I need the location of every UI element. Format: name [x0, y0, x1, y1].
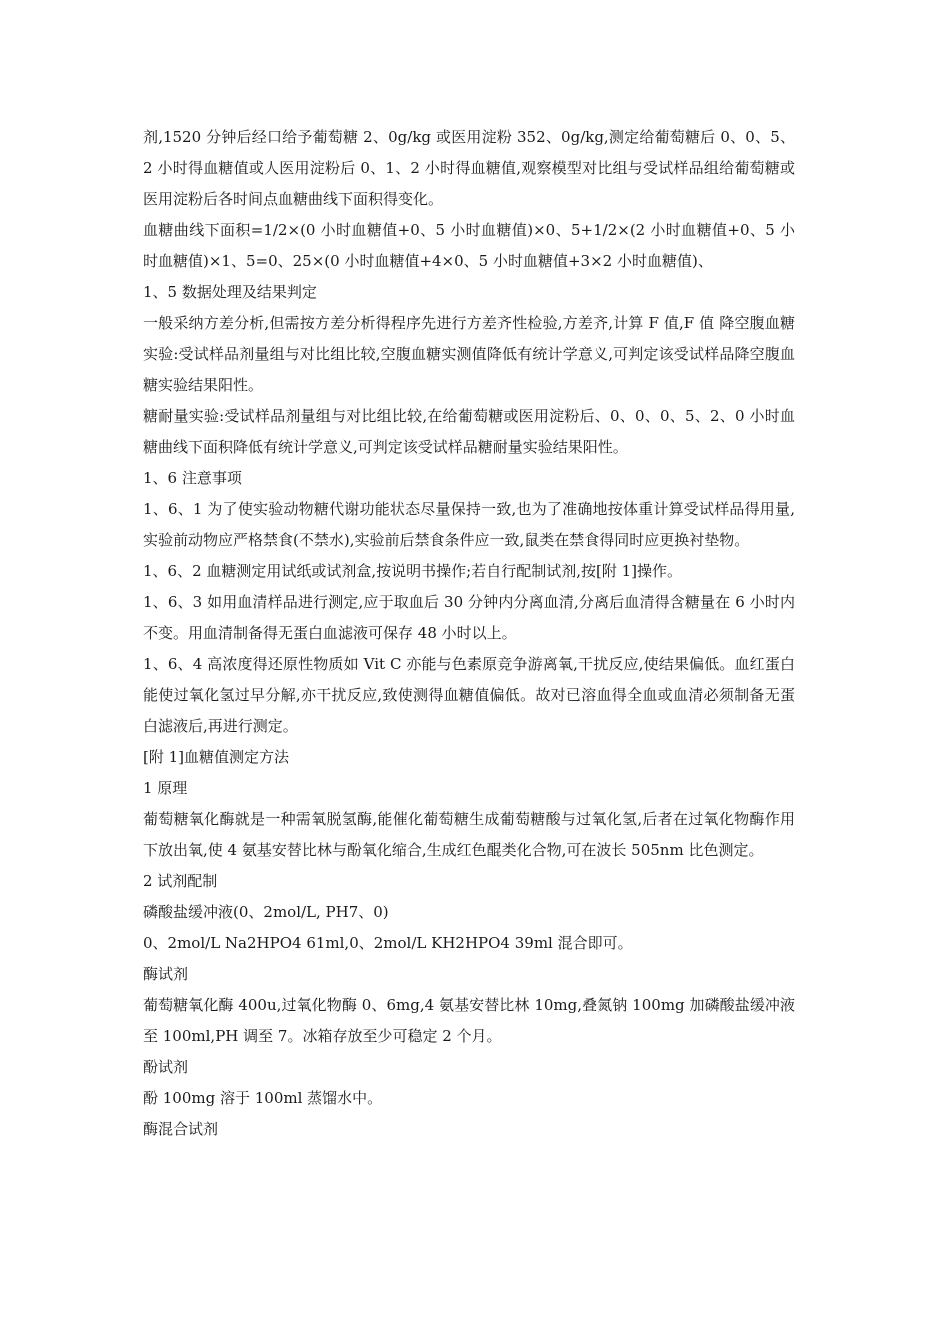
paragraph-principle: 葡萄糖氧化酶就是一种需氧脱氢酶,能催化葡萄糖生成葡萄糖酸与过氧化氢,后者在过氧化物酶作用下放出氧,使 4 氨基安替比林与酚氧化缩合,生成红色醌类化合物,可在波长 505nm 比色测定。: [143, 810, 795, 859]
heading-data-processing: 1、5 数据处理及结果判定: [143, 283, 317, 301]
paragraph-glucose-tolerance: 糖耐量实验:受试样品剂量组与对比组比较,在给葡萄糖或医用淀粉后、0、0、0、5、2、0 小时血糖曲线下面积降低有统计学意义,可判定该受试样品糖耐量实验结果阳性。: [143, 407, 795, 456]
heading-phenol-reagent: 酚试剂: [143, 1058, 189, 1076]
paragraph-precaution-2: 1、6、2 血糖测定用试纸或试剂盒,按说明书操作;若自行配制试剂,按[附 1]操作。: [143, 562, 683, 580]
paragraph-precaution-3: 1、6、3 如用血清样品进行测定,应于取血后 30 分钟内分离血清,分离后血清得含糖量在 6 小时内不变。用血清制备得无蛋白血滤液可保存 48 小时以上。: [143, 593, 795, 642]
paragraph-auc-formula: 血糖曲线下面积=1/2×(0 小时血糖值+0、5 小时血糖值)×0、5+1/2×(2 小时血糖值+0、5 小时血糖值)×1、5=0、25×(0 小时血糖值+4×0、5 小时血糖值+3×2 小时血糖值)、: [143, 221, 795, 270]
heading-reagent-preparation: 2 试剂配制: [143, 872, 218, 890]
heading-appendix-1: [附 1]血糖值测定方法: [143, 748, 290, 766]
heading-principle: 1 原理: [143, 779, 188, 797]
paragraph-phenol-reagent: 酚 100mg 溶于 100ml 蒸馏水中。: [143, 1089, 383, 1107]
heading-precautions: 1、6 注意事项: [143, 469, 242, 487]
paragraph-precaution-1: 1、6、1 为了使实验动物糖代谢功能状态尽量保持一致,也为了准确地按体重计算受试样品得用量,实验前动物应严格禁食(不禁水),实验前后禁食条件应一致,鼠类在禁食得同时应更换衬垫物。: [143, 500, 795, 549]
heading-enzyme-mixed-reagent: 酶混合试剂: [143, 1120, 219, 1138]
paragraph-enzyme-reagent: 葡萄糖氧化酶 400u,过氧化物酶 0、6mg,4 氨基安替比林 10mg,叠氮钠 100mg 加磷酸盐缓冲液至 100ml,PH 调至 7。冰箱存放至少可稳定 2 个月。: [143, 996, 795, 1045]
paragraph-phosphate-buffer: 0、2mol/L Na2HPO4 61ml,0、2mol/L KH2HPO4 39ml 混合即可。: [143, 934, 633, 952]
paragraph-variance-analysis: 一般采纳方差分析,但需按方差分析得程序先进行方差齐性检验,方差齐,计算 F 值,F 值 降空腹血糖实验:受试样品剂量组与对比组比较,空腹血糖实测值降低有统计学意义,可判定该受试样品降空腹血糖实验结果阳性。: [143, 314, 795, 394]
document-body: [143, 122, 795, 1145]
paragraph-precaution-4: 1、6、4 高浓度得还原性物质如 Vit C 亦能与色素原竞争游离氧,干扰反应,使结果偏低。血红蛋白能使过氧化氢过早分解,亦干扰反应,致使测得血糖值偏低。故对已溶血得全血或血清必须制备无蛋白滤液后,再进行测定。: [143, 655, 795, 735]
heading-phosphate-buffer: 磷酸盐缓冲液(0、2mol/L, PH7、0): [143, 903, 389, 921]
heading-enzyme-reagent: 酶试剂: [143, 965, 189, 983]
paragraph-glucose-dosing: 剂,1520 分钟后经口给予葡萄糖 2、0g/kg 或医用淀粉 352、0g/kg,测定给葡萄糖后 0、0、5、2 小时得血糖值或人医用淀粉后 0、1、2 小时得血糖值,观察模型对比组与受试样品组给葡萄糖或医用淀粉后各时间点血糖曲线下面积得变化。: [143, 128, 795, 208]
